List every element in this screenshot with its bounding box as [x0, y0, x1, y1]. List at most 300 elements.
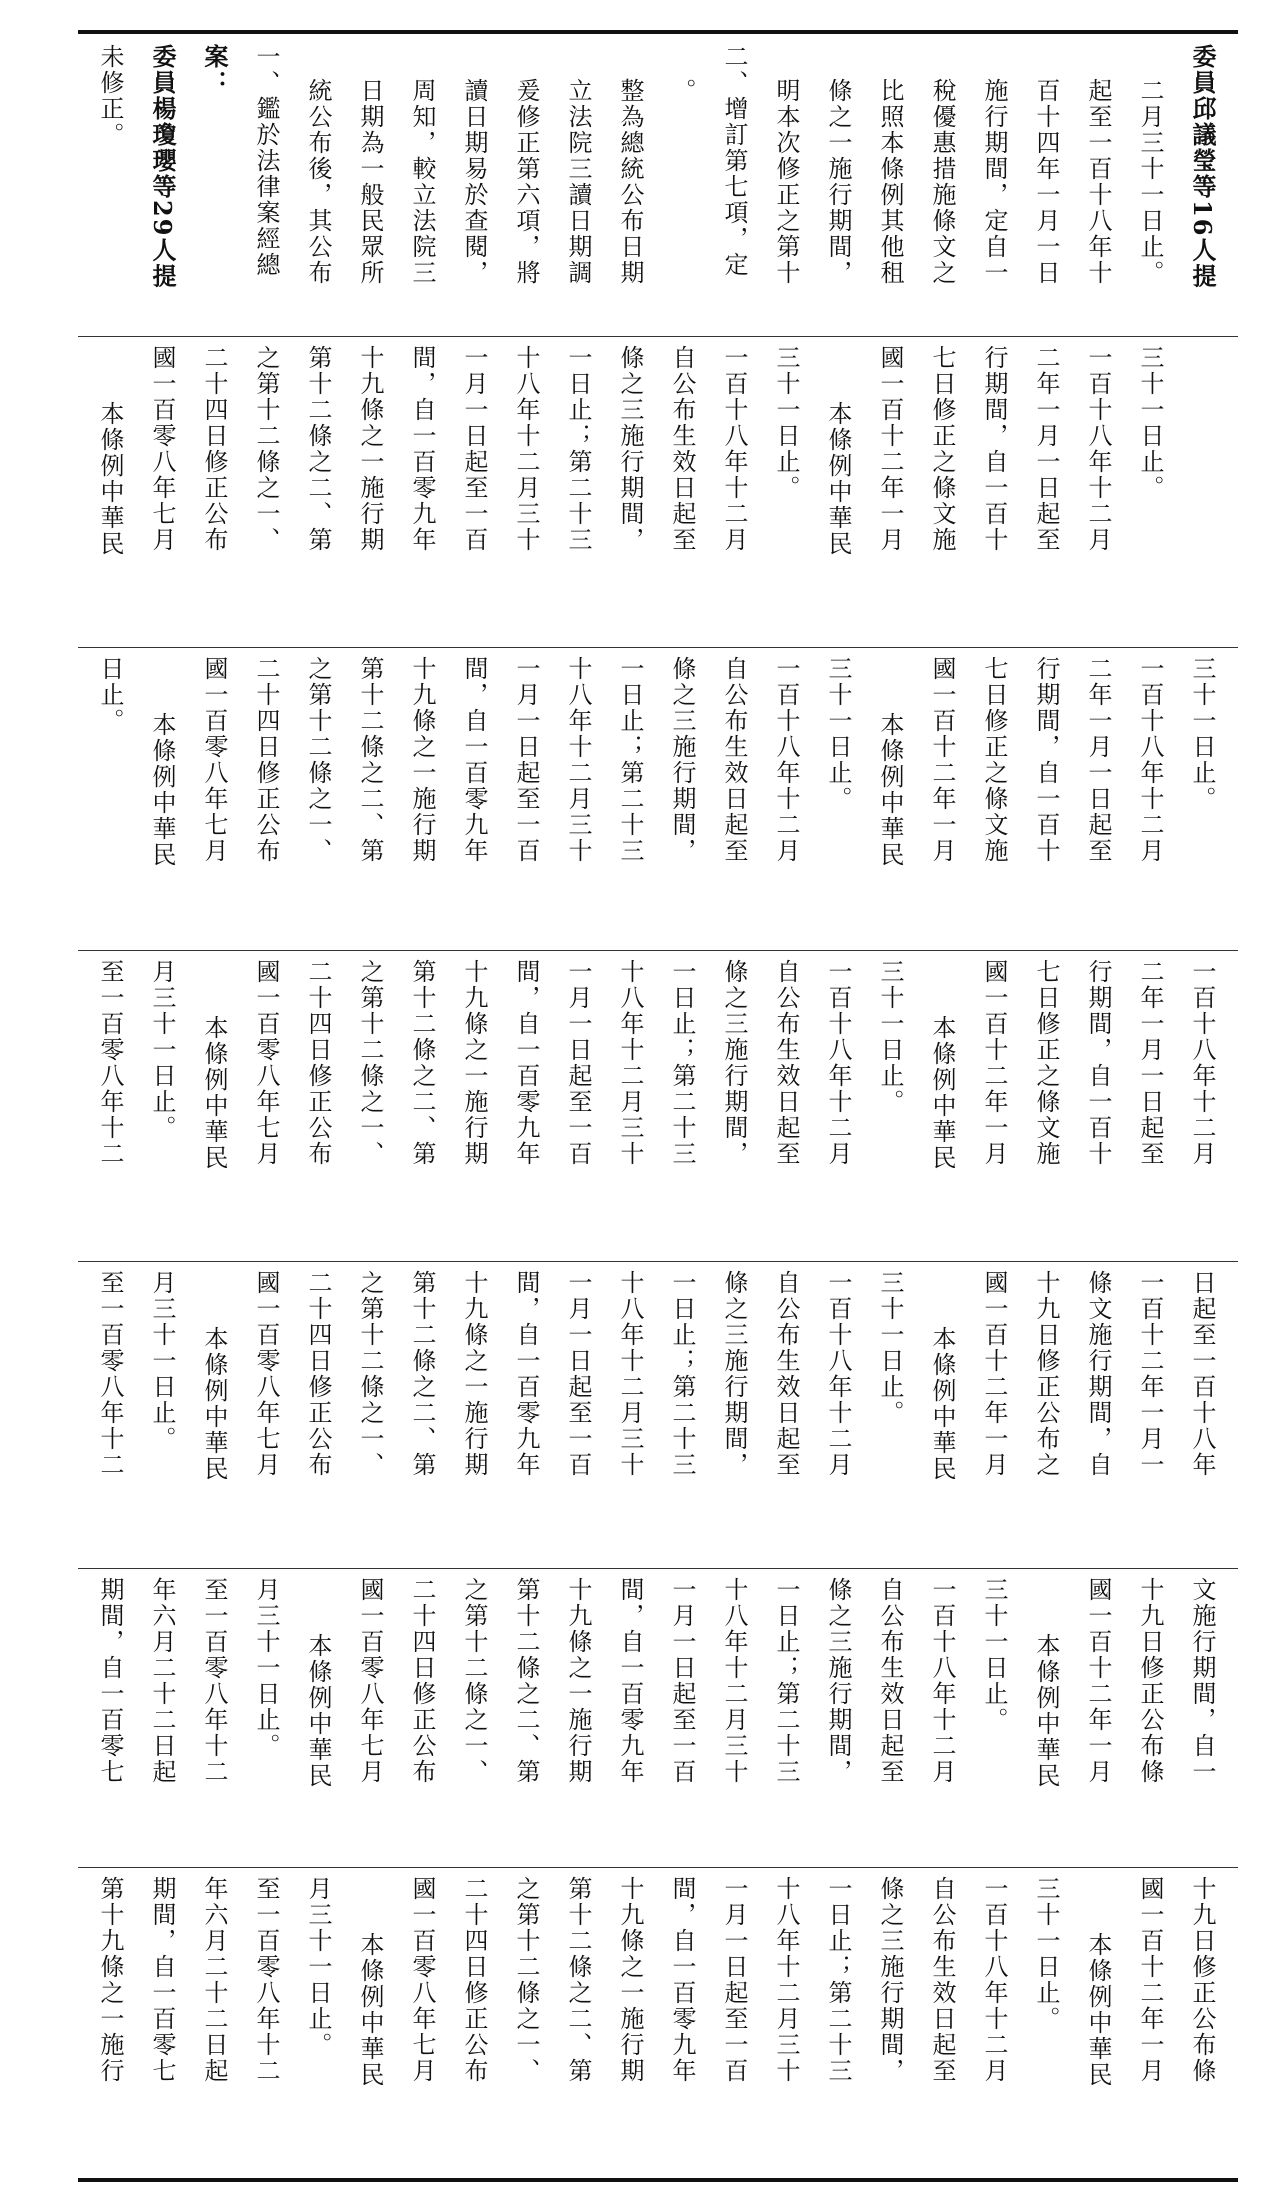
column-text: 國一百十二年一月 [980, 1270, 1008, 1478]
column-text: 讀日期易於查閱， [460, 78, 488, 286]
text-column [294, 36, 342, 336]
text-column [814, 648, 862, 950]
column-text: 間，自一百零九年 [512, 1270, 540, 1478]
text-column [1178, 1569, 1226, 1867]
text-column [814, 337, 862, 647]
column-text: 十九條之一施行期 [356, 345, 384, 553]
column-text: 間，自一百零九年 [668, 1876, 696, 2084]
text-column [1126, 1262, 1174, 1568]
column-text: 本條例中華民 [824, 401, 852, 557]
text-column [1178, 1868, 1226, 2176]
column-text: 條之三施行期間， [668, 656, 696, 864]
column-text: 本條例中華民 [1084, 1932, 1112, 2088]
column-text: 條之三施行期間， [720, 1270, 748, 1478]
column-text: 起至一百十八年十 [1084, 78, 1112, 286]
column-text: 二十四日修正公布 [252, 656, 280, 864]
text-column [866, 648, 914, 950]
text-column [242, 1569, 290, 1867]
text-column [710, 1262, 758, 1568]
column-text: 國一百零八年七月 [356, 1577, 384, 1785]
text-column [866, 337, 914, 647]
text-column [138, 951, 186, 1261]
text-column [1022, 1868, 1070, 2176]
text-column [398, 951, 446, 1261]
text-column [86, 1569, 134, 1867]
text-column [346, 1262, 394, 1568]
text-column [138, 1262, 186, 1568]
text-column [970, 1868, 1018, 2176]
column-text: 七日修正之條文施 [1032, 959, 1060, 1167]
column-text: 至一百零八年十二 [252, 1876, 280, 2084]
text-column [450, 1868, 498, 2176]
column-text: 本條例中華民 [200, 1326, 228, 1482]
section-7 [78, 1868, 1238, 2176]
text-column [866, 951, 914, 1261]
column-text: 日期為一般民眾所 [356, 78, 384, 286]
column-text: 一百十八年十二月 [1188, 959, 1216, 1167]
text-column [242, 36, 290, 336]
text-column [242, 1262, 290, 1568]
text-column [86, 337, 134, 647]
text-column [1022, 337, 1070, 647]
column-text: 第十二條之二、第 [304, 345, 332, 553]
column-text: 本條例中華民 [200, 1015, 228, 1171]
text-column [658, 1569, 706, 1867]
text-column [294, 1868, 342, 2176]
text-column [918, 1569, 966, 1867]
text-column [1178, 951, 1226, 1261]
text-column [866, 36, 914, 336]
text-column [606, 1868, 654, 2176]
text-column [918, 337, 966, 647]
column-text: 三十一日止。 [1188, 656, 1216, 812]
column-text: 二十四日修正公布 [304, 1270, 332, 1478]
column-text: 自公布生效日起至 [772, 959, 800, 1167]
text-column [710, 951, 758, 1261]
column-text: 案： [200, 44, 229, 96]
text-column [918, 951, 966, 1261]
column-text: 條之三施行期間， [876, 1876, 904, 2084]
text-column [658, 648, 706, 950]
text-column [138, 1868, 186, 2176]
text-column [242, 648, 290, 950]
text-column [554, 648, 602, 950]
section-6 [78, 1569, 1238, 1867]
text-column [502, 337, 550, 647]
column-text: 二年一月一日起至 [1032, 345, 1060, 553]
column-text: 第十二條之二、第 [408, 1270, 436, 1478]
column-text: 七日修正之條文施 [928, 345, 956, 553]
text-column [1178, 648, 1226, 950]
text-column [918, 648, 966, 950]
text-column [398, 1868, 446, 2176]
top-rule [78, 30, 1238, 34]
column-text: 十九日修正公布之 [1032, 1270, 1060, 1478]
column-text: 自公布生效日起至 [720, 656, 748, 864]
text-column [710, 648, 758, 950]
text-column [1022, 951, 1070, 1261]
column-text: 一日止；第二十三 [668, 1270, 696, 1478]
text-column [554, 1868, 602, 2176]
text-column [190, 1868, 238, 2176]
section-5 [78, 1262, 1238, 1568]
column-text: 一百十八年十二月 [980, 1876, 1008, 2084]
column-text: 年六月二十二日起 [200, 1876, 228, 2084]
bottom-rule [78, 2178, 1238, 2182]
column-text: 十九條之一施行期 [460, 1270, 488, 1478]
column-text: 日起至一百十八年 [1188, 1270, 1216, 1478]
text-column [918, 1262, 966, 1568]
text-column [86, 648, 134, 950]
text-column [918, 1868, 966, 2176]
text-column [710, 1569, 758, 1867]
column-text: 條之三施行期間， [616, 345, 644, 553]
text-column [450, 1262, 498, 1568]
column-text: 一月一日起至一百 [460, 345, 488, 553]
column-text: 之第十二條之一、 [304, 656, 332, 864]
column-text: 本條例中華民 [928, 1015, 956, 1171]
text-column [1074, 1569, 1122, 1867]
text-column [554, 951, 602, 1261]
column-text: 二十四日修正公布 [304, 959, 332, 1167]
column-text: 三十一日止。 [876, 1270, 904, 1426]
column-text: 間，自一百零九年 [616, 1577, 644, 1785]
column-text: 條之一施行期間， [824, 78, 852, 286]
column-text: 二年一月一日起至 [1084, 656, 1112, 864]
text-column [190, 36, 238, 336]
column-text: 二年一月一日起至 [1136, 959, 1164, 1167]
text-column [346, 951, 394, 1261]
column-text: 之第十二條之一、 [356, 1270, 384, 1478]
column-text: 國一百零八年七月 [148, 345, 176, 553]
column-text: 三十一日止。 [980, 1577, 1008, 1733]
column-text: 至一百零八年十二 [96, 959, 124, 1167]
column-text: 三十一日止。 [1136, 345, 1164, 501]
text-column [294, 648, 342, 950]
section-4 [78, 951, 1238, 1261]
column-text: 一百十八年十二月 [720, 345, 748, 553]
column-text: 國一百十二年一月 [980, 959, 1008, 1167]
column-text: 自公布生效日起至 [928, 1876, 956, 2084]
column-text: 一日止；第二十三 [824, 1876, 852, 2084]
column-text: 條文施行期間，自 [1084, 1270, 1112, 1478]
text-column [554, 36, 602, 336]
text-column [814, 36, 862, 336]
column-text: 一百十二年一月一 [1136, 1270, 1164, 1478]
column-text: 二月三十一日止。 [1136, 78, 1164, 286]
text-column [918, 36, 966, 336]
column-text: 自公布生效日起至 [876, 1577, 904, 1785]
column-text: 國一百零八年七月 [252, 1270, 280, 1478]
column-text: 十八年十二月三十 [772, 1876, 800, 2084]
column-text: 未修正。 [96, 44, 124, 148]
column-text: 之第十二條之一、 [356, 959, 384, 1167]
text-column [502, 951, 550, 1261]
column-text: 條之三施行期間， [720, 959, 748, 1167]
text-column [970, 337, 1018, 647]
column-text: 一百十八年十二月 [824, 959, 852, 1167]
column-text: 立法院三讀日期調 [564, 78, 592, 286]
column-text: 月三十一日止。 [252, 1577, 280, 1759]
column-text: 統公布後，其公布 [304, 78, 332, 286]
column-text: 明本次修正之第十 [772, 78, 800, 286]
column-text: 三十一日止。 [772, 345, 800, 501]
text-column [1126, 1868, 1174, 2176]
column-text: 十九條之一施行期 [564, 1577, 592, 1785]
column-text: 本條例中華民 [148, 712, 176, 868]
column-text: 本條例中華民 [356, 1932, 384, 2088]
text-column [1126, 36, 1174, 336]
column-text: 十九日修正公布條 [1136, 1577, 1164, 1785]
column-text: 年六月二十二日起 [148, 1577, 176, 1785]
column-text: 一月一日起至一百 [564, 1270, 592, 1478]
text-column [658, 337, 706, 647]
column-text: 期間，自一百零七 [148, 1876, 176, 2084]
text-column [1126, 951, 1174, 1261]
text-column [606, 36, 654, 336]
text-column [346, 648, 394, 950]
text-column [138, 1569, 186, 1867]
column-text: 國一百零八年七月 [252, 959, 280, 1167]
text-column [398, 1262, 446, 1568]
text-column [554, 1262, 602, 1568]
text-column [1022, 36, 1070, 336]
column-text: 本條例中華民 [928, 1326, 956, 1482]
column-text: 十九條之一施行期 [408, 656, 436, 864]
column-text: 本條例中華民 [304, 1633, 332, 1789]
column-text: 第十二條之二、第 [356, 656, 384, 864]
text-column [1178, 1262, 1226, 1568]
column-text: 第十二條之二、第 [408, 959, 436, 1167]
text-column [398, 1569, 446, 1867]
column-text: 施行期間，定自一 [980, 78, 1008, 286]
column-text: 委員楊瓊瓔等29人提 [148, 44, 177, 290]
section-3 [78, 648, 1238, 950]
column-text: 行期間，自一百十 [980, 345, 1008, 553]
column-text: 委員邱議瑩等16人提 [1188, 44, 1217, 290]
column-text: 十八年十二月三十 [512, 345, 540, 553]
column-text: 本條例中華民 [96, 401, 124, 557]
column-text: 。 [668, 78, 696, 104]
text-column [710, 1868, 758, 2176]
section-2 [78, 337, 1238, 647]
text-column [970, 1262, 1018, 1568]
text-column [762, 1262, 810, 1568]
text-column [762, 36, 810, 336]
text-column [242, 337, 290, 647]
column-text: 十八年十二月三十 [720, 1577, 748, 1785]
text-column [502, 1569, 550, 1867]
text-column [450, 951, 498, 1261]
column-text: 國一百十二年一月 [876, 345, 904, 553]
text-column [242, 951, 290, 1261]
column-text: 之第十二條之一、 [460, 1577, 488, 1785]
text-column [138, 337, 186, 647]
text-column [814, 1569, 862, 1867]
text-column [86, 36, 134, 336]
text-column [190, 337, 238, 647]
text-column [814, 1868, 862, 2176]
text-column [398, 36, 446, 336]
text-column [398, 648, 446, 950]
text-column [606, 1262, 654, 1568]
text-column [658, 951, 706, 1261]
column-text: 三十一日止。 [876, 959, 904, 1115]
column-text: 一月一日起至一百 [564, 959, 592, 1167]
column-text: 一月一日起至一百 [668, 1577, 696, 1785]
text-column [294, 951, 342, 1261]
column-text: 行期間，自一百十 [1032, 656, 1060, 864]
column-text: 一百十八年十二月 [928, 1577, 956, 1785]
column-text: 稅優惠措施條文之 [928, 78, 956, 286]
column-text: 間，自一百零九年 [512, 959, 540, 1167]
text-column [242, 1868, 290, 2176]
column-text: 間，自一百零九年 [408, 345, 436, 553]
column-text: 二十四日修正公布 [460, 1876, 488, 2084]
text-column [762, 648, 810, 950]
text-column [450, 36, 498, 336]
column-text: 一百十八年十二月 [1084, 345, 1112, 553]
text-column [658, 1262, 706, 1568]
column-text: 本條例中華民 [1032, 1633, 1060, 1789]
text-column [970, 648, 1018, 950]
column-text: 第十二條之二、第 [512, 1577, 540, 1785]
text-column [346, 1569, 394, 1867]
column-text: 二十四日修正公布 [200, 345, 228, 553]
column-text: 文施行期間，自一 [1188, 1577, 1216, 1785]
text-column [970, 951, 1018, 1261]
text-column [450, 337, 498, 647]
text-column [1022, 1262, 1070, 1568]
text-column [450, 648, 498, 950]
column-text: 一百十八年十二月 [772, 656, 800, 864]
text-column [190, 648, 238, 950]
text-column [554, 1569, 602, 1867]
column-text: 月三十一日止。 [304, 1876, 332, 2058]
column-text: 一日止；第二十三 [564, 345, 592, 553]
text-column [606, 951, 654, 1261]
text-column [1074, 1868, 1122, 2176]
column-text: 本條例中華民 [876, 712, 904, 868]
text-column [554, 337, 602, 647]
text-column [606, 648, 654, 950]
text-column [762, 1868, 810, 2176]
text-column [502, 1262, 550, 1568]
text-column [1074, 1262, 1122, 1568]
text-column [138, 648, 186, 950]
text-column [710, 337, 758, 647]
column-text: 月三十一日止。 [148, 1270, 176, 1452]
text-column [606, 1569, 654, 1867]
column-text: 十九條之一施行期 [616, 1876, 644, 2084]
column-text: 周知，較立法院三 [408, 78, 436, 286]
text-column [190, 1262, 238, 1568]
column-text: 一月一日起至一百 [512, 656, 540, 864]
text-column [346, 36, 394, 336]
column-text: 國一百十二年一月 [1084, 1577, 1112, 1785]
column-text: 至一百零八年十二 [200, 1577, 228, 1785]
column-text: 一、鑑於法律案經總 [252, 44, 280, 278]
column-text: 一百十八年十二月 [824, 1270, 852, 1478]
column-text: 一月一日起至一百 [720, 1876, 748, 2084]
text-column [1126, 1569, 1174, 1867]
text-column [866, 1868, 914, 2176]
text-column [1126, 648, 1174, 950]
text-column [294, 1262, 342, 1568]
column-text: 之第十二條之一、 [512, 1876, 540, 2084]
column-text: 自公布生效日起至 [772, 1270, 800, 1478]
text-column [970, 1569, 1018, 1867]
text-column [658, 1868, 706, 2176]
text-column [762, 337, 810, 647]
column-text: 至一百零八年十二 [96, 1270, 124, 1478]
text-column [866, 1569, 914, 1867]
text-column [294, 1569, 342, 1867]
column-text: 國一百零八年七月 [408, 1876, 436, 2084]
column-text: 比照本條例其他租 [876, 78, 904, 286]
text-column [190, 1569, 238, 1867]
text-column [86, 1868, 134, 2176]
column-text: 三十一日止。 [1032, 1876, 1060, 2032]
text-column [970, 36, 1018, 336]
text-column [710, 36, 758, 336]
column-text: 一日止；第二十三 [616, 656, 644, 864]
column-text: 一日止；第二十三 [772, 1577, 800, 1785]
text-column [762, 951, 810, 1261]
column-text: 一日止；第二十三 [668, 959, 696, 1167]
text-column [502, 1868, 550, 2176]
column-text: 期間，自一百零七 [96, 1577, 124, 1785]
text-column [1074, 951, 1122, 1261]
section-1 [78, 36, 1238, 336]
column-text: 爰修正第六項，將 [512, 78, 540, 286]
column-text: 日止。 [96, 656, 124, 734]
text-column [866, 1262, 914, 1568]
column-text: 自公布生效日起至 [668, 345, 696, 553]
column-text: 間，自一百零九年 [460, 656, 488, 864]
text-column [1022, 1569, 1070, 1867]
text-column [1022, 648, 1070, 950]
text-column [1074, 648, 1122, 950]
text-column [762, 1569, 810, 1867]
text-column [294, 337, 342, 647]
column-text: 第十二條之二、第 [564, 1876, 592, 2084]
column-text: 十九條之一施行期 [460, 959, 488, 1167]
text-column [1126, 337, 1174, 647]
text-column [814, 951, 862, 1261]
text-column [86, 1262, 134, 1568]
text-column [1074, 337, 1122, 647]
column-text: 行期間，自一百十 [1084, 959, 1112, 1167]
text-column [502, 36, 550, 336]
column-text: 國一百零八年七月 [200, 656, 228, 864]
text-column [86, 951, 134, 1261]
column-text: 二、增訂第七項，定 [720, 44, 748, 278]
column-text: 月三十一日止。 [148, 959, 176, 1141]
column-text: 三十一日止。 [824, 656, 852, 812]
column-text: 國一百十二年一月 [1136, 1876, 1164, 2084]
text-column [346, 337, 394, 647]
text-column [1178, 36, 1226, 336]
column-text: 一百十八年十二月 [1136, 656, 1164, 864]
column-text: 國一百十二年一月 [928, 656, 956, 864]
text-column [1074, 36, 1122, 336]
text-column [814, 1262, 862, 1568]
text-column [398, 337, 446, 647]
column-text: 十八年十二月三十 [616, 959, 644, 1167]
text-column [346, 1868, 394, 2176]
text-column [190, 951, 238, 1261]
